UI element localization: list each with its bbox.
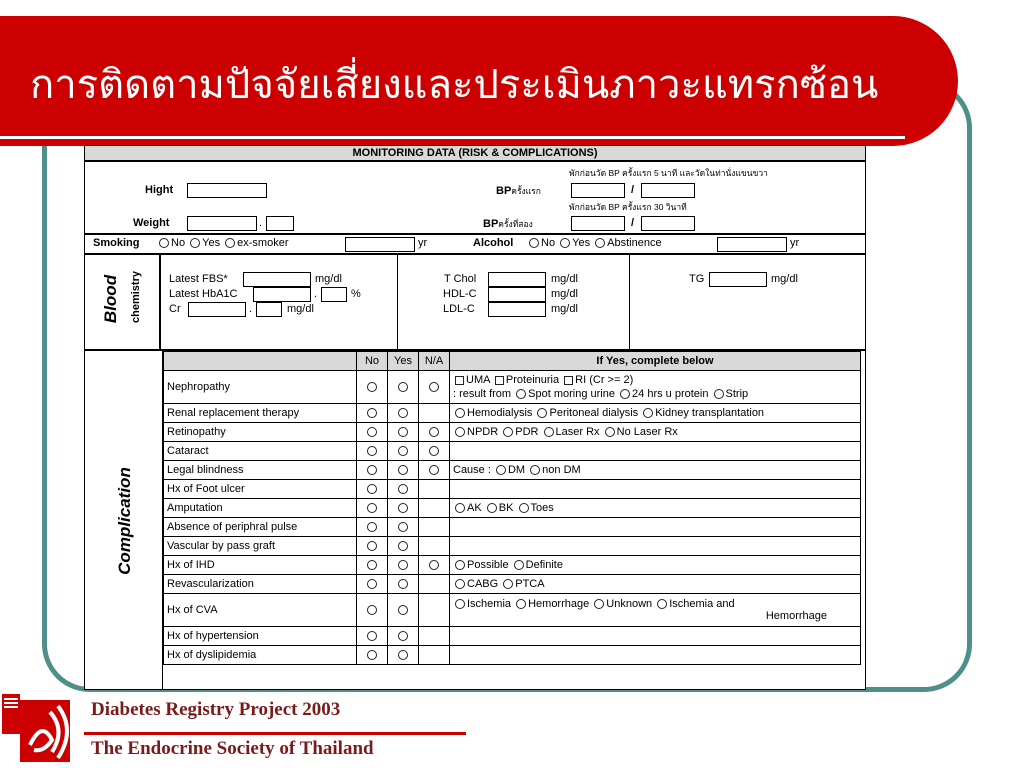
- table-row: [164, 404, 861, 423]
- table-row: [164, 499, 861, 518]
- detail-cell: UMA Proteinuria RI (Cr >= 2) : result from Spot moring urine 24 hrs u protein Strip: [450, 371, 861, 404]
- ldl-unit: mg/dl: [551, 303, 578, 315]
- renal-replacement-therapy-option-0-radio[interactable]: [455, 408, 465, 418]
- detail-cell: [450, 646, 861, 665]
- detail-cell: [450, 480, 861, 499]
- hx-of-foot-ulcer-yes-radio[interactable]: [398, 484, 408, 494]
- smoking-ex-radio[interactable]: [225, 238, 235, 248]
- revascularization-option-1-radio[interactable]: [503, 579, 513, 589]
- renal-replacement-therapy-no-radio[interactable]: [367, 408, 377, 418]
- tchol-input[interactable]: [488, 272, 546, 287]
- na-cell: [419, 627, 450, 646]
- retinopathy-na-radio[interactable]: [429, 427, 439, 437]
- table-row: [164, 646, 861, 665]
- yes-cell: [388, 423, 419, 442]
- ri-checkbox[interactable]: [564, 376, 573, 385]
- smoking-yr-unit: yr: [418, 237, 428, 249]
- alcohol-yr-unit: yr: [790, 237, 800, 249]
- proteinuria-checkbox[interactable]: [495, 376, 504, 385]
- row-label: Hx of Foot ulcer: [164, 480, 357, 499]
- retinopathy-no-radio[interactable]: [367, 427, 377, 437]
- table-row: [164, 594, 861, 627]
- hx-of-foot-ulcer-no-radio[interactable]: [367, 484, 377, 494]
- ldl-label: LDL-C: [443, 303, 475, 315]
- hight-label: Hight: [145, 184, 174, 196]
- hdl-input[interactable]: [488, 287, 546, 302]
- footer-society: The Endocrine Society of Thailand: [91, 738, 374, 759]
- blood-divider-2: [629, 255, 630, 349]
- header-blank: [164, 352, 357, 371]
- revascularization-option-0-radio[interactable]: [455, 579, 465, 589]
- yes-cell: [388, 480, 419, 499]
- weight-label: Weight: [133, 217, 170, 229]
- header-no: No: [357, 352, 388, 371]
- no-cell: [357, 594, 388, 627]
- vascular-by-pass-graft-yes-radio[interactable]: [398, 541, 408, 551]
- retinopathy-option-0-radio[interactable]: [455, 427, 465, 437]
- tg-label: TG: [689, 273, 705, 285]
- hx-of-cva-option-1-radio[interactable]: [516, 599, 526, 609]
- na-cell: [419, 556, 450, 575]
- endocrine-society-logo: [0, 690, 72, 766]
- detail-cell: [450, 518, 861, 537]
- hba1c-input[interactable]: [253, 287, 311, 302]
- bp-label-1: BPครั้งแรก: [496, 185, 541, 197]
- na-cell: [419, 499, 450, 518]
- alcohol-options: No Yes Abstinence: [527, 237, 662, 249]
- na-cell: [419, 594, 450, 627]
- detail-cell: CABG PTCA: [450, 575, 861, 594]
- monitoring-form: [84, 145, 866, 690]
- retinopathy-option-3-radio[interactable]: [605, 427, 615, 437]
- no-cell: [357, 442, 388, 461]
- 24hr-protein-radio[interactable]: [620, 389, 630, 399]
- hx-of-hypertension-yes-radio[interactable]: [398, 631, 408, 641]
- cr-label: Cr: [169, 303, 181, 315]
- hba1c-decimal-input[interactable]: [321, 287, 347, 302]
- no-cell: [357, 423, 388, 442]
- no-cell: [357, 518, 388, 537]
- hx-of-cva-option-3-radio[interactable]: [657, 599, 667, 609]
- revascularization-no-radio[interactable]: [367, 579, 377, 589]
- blood-divider-1: [397, 255, 398, 349]
- bp1-slash: /: [631, 184, 635, 196]
- no-cell: [357, 575, 388, 594]
- title-underline: [0, 136, 905, 139]
- row-label: Hx of CVA: [164, 594, 357, 627]
- cr-decimal-input[interactable]: [256, 302, 282, 317]
- renal-replacement-therapy-option-1-radio[interactable]: [537, 408, 547, 418]
- no-cell: [357, 556, 388, 575]
- amputation-option-1-radio[interactable]: [487, 503, 497, 513]
- tg-input[interactable]: [709, 272, 767, 287]
- row-label: Cataract: [164, 442, 357, 461]
- alcohol-yes-radio[interactable]: [560, 238, 570, 248]
- table-row: [164, 371, 861, 404]
- uma-checkbox[interactable]: [455, 376, 464, 385]
- bp2-diastolic-input[interactable]: [641, 216, 695, 231]
- yes-cell: [388, 575, 419, 594]
- legal-blindness-na-radio[interactable]: [429, 465, 439, 475]
- row-label: Absence of periphral pulse: [164, 518, 357, 537]
- tchol-unit: mg/dl: [551, 273, 578, 285]
- detail-cell: Ischemia Hemorrhage Unknown Ischemia and Hemorrhage: [450, 594, 861, 627]
- vascular-by-pass-graft-no-radio[interactable]: [367, 541, 377, 551]
- cva-continuation: Hemorrhage: [765, 609, 827, 622]
- smoking-years-input[interactable]: [345, 237, 415, 252]
- hx-of-ihd-yes-radio[interactable]: [398, 560, 408, 570]
- row-label: Nephropathy: [164, 371, 357, 404]
- table-row: [164, 575, 861, 594]
- detail-cell: [450, 442, 861, 461]
- hight-input[interactable]: [187, 183, 267, 198]
- amputation-option-2-radio[interactable]: [519, 503, 529, 513]
- complication-title: Complication: [115, 467, 134, 575]
- fbs-label: Latest FBS*: [169, 273, 228, 285]
- absence-of-periphral-pulse-yes-radio[interactable]: [398, 522, 408, 532]
- detail-cell: [450, 537, 861, 556]
- hba1c-label: Latest HbA1C: [169, 288, 238, 300]
- na-cell: [419, 461, 450, 480]
- detail-cell: [450, 627, 861, 646]
- yes-cell: [388, 371, 419, 404]
- bp2-slash: /: [631, 217, 635, 229]
- na-cell: [419, 442, 450, 461]
- blood-title: Blood: [101, 274, 120, 324]
- row-label: Hx of hypertension: [164, 627, 357, 646]
- renal-replacement-therapy-option-2-radio[interactable]: [643, 408, 653, 418]
- bp-note-2: พักก่อนวัด BP ครั้งแรก 30 วินาที: [569, 202, 687, 212]
- yes-cell: [388, 442, 419, 461]
- row-label: Hx of dyslipidemia: [164, 646, 357, 665]
- smoking-no-radio[interactable]: [159, 238, 169, 248]
- alcohol-abstinence-radio[interactable]: [595, 238, 605, 248]
- alcohol-no-radio[interactable]: [529, 238, 539, 248]
- tg-unit: mg/dl: [771, 273, 798, 285]
- retinopathy-yes-radio[interactable]: [398, 427, 408, 437]
- yes-cell: [388, 461, 419, 480]
- amputation-no-radio[interactable]: [367, 503, 377, 513]
- cr-input[interactable]: [188, 302, 246, 317]
- amputation-option-0-radio[interactable]: [455, 503, 465, 513]
- yes-cell: [388, 556, 419, 575]
- yes-cell: [388, 537, 419, 556]
- row-label: Revascularization: [164, 575, 357, 594]
- footer-project: Diabetes Registry Project 2003: [91, 699, 341, 720]
- header-yes: Yes: [388, 352, 419, 371]
- yes-cell: [388, 594, 419, 627]
- table-row: [164, 556, 861, 575]
- yes-cell: [388, 404, 419, 423]
- header-na: N/A: [419, 352, 450, 371]
- fbs-unit: mg/dl: [315, 273, 342, 285]
- na-cell: [419, 423, 450, 442]
- no-cell: [357, 627, 388, 646]
- retinopathy-option-2-radio[interactable]: [544, 427, 554, 437]
- table-row: [164, 627, 861, 646]
- legal-blindness-yes-radio[interactable]: [398, 465, 408, 475]
- detail-cell: NPDR PDR Laser Rx No Laser Rx: [450, 423, 861, 442]
- na-cell: [419, 404, 450, 423]
- cr-unit: mg/dl: [287, 303, 314, 315]
- ldl-input[interactable]: [488, 302, 546, 317]
- na-cell: [419, 575, 450, 594]
- no-cell: [357, 646, 388, 665]
- weight-input[interactable]: [187, 216, 257, 231]
- hx-of-ihd-option-1-radio[interactable]: [514, 560, 524, 570]
- cataract-no-radio[interactable]: [367, 446, 377, 456]
- smoking-yes-radio[interactable]: [190, 238, 200, 248]
- bp2-systolic-input[interactable]: [571, 216, 625, 231]
- legal-blindness-option-1-radio[interactable]: [530, 465, 540, 475]
- table-row: [164, 461, 861, 480]
- no-cell: [357, 371, 388, 404]
- legal-blindness-option-0-radio[interactable]: [496, 465, 506, 475]
- tchol-label: T Chol: [444, 273, 477, 285]
- na-cell: [419, 480, 450, 499]
- bp-label-2: BPครั้งที่สอง: [483, 218, 533, 230]
- detail-cell: Cause : DM non DM: [450, 461, 861, 480]
- header-if-yes: If Yes, complete below: [450, 352, 861, 371]
- bp1-systolic-input[interactable]: [571, 183, 625, 198]
- complication-table: [163, 351, 861, 665]
- blood-side-label: [85, 255, 161, 349]
- table-row: [164, 442, 861, 461]
- revascularization-yes-radio[interactable]: [398, 579, 408, 589]
- yes-cell: [388, 499, 419, 518]
- footer-rule: [84, 732, 466, 735]
- cr-dot: .: [249, 303, 253, 315]
- table-row: [164, 518, 861, 537]
- detail-cell: Possible Definite: [450, 556, 861, 575]
- table-row: [164, 423, 861, 442]
- yes-cell: [388, 646, 419, 665]
- hx-of-cva-no-radio[interactable]: [367, 605, 377, 615]
- hx-of-cva-option-2-radio[interactable]: [594, 599, 604, 609]
- slide-title: การติดตามปัจจัยเสี่ยงและประเมินภาวะแทรกซ้อน: [30, 62, 879, 108]
- alcohol-years-input[interactable]: [717, 237, 787, 252]
- hba1c-unit: %: [351, 288, 361, 300]
- na-cell: [419, 371, 450, 404]
- no-cell: [357, 404, 388, 423]
- retinopathy-option-1-radio[interactable]: [503, 427, 513, 437]
- nephropathy-na-radio[interactable]: [429, 382, 439, 392]
- vitals-section: [85, 162, 865, 235]
- lifestyle-section: [85, 235, 865, 255]
- hdl-label: HDL-C: [443, 288, 477, 300]
- smoking-label: Smoking: [93, 237, 140, 249]
- row-label: Amputation: [164, 499, 357, 518]
- complication-side-label: [85, 351, 163, 689]
- nephropathy-yes-radio[interactable]: [398, 382, 408, 392]
- blood-subtitle: chemistry: [130, 271, 142, 323]
- strip-radio[interactable]: [714, 389, 724, 399]
- no-cell: [357, 537, 388, 556]
- detail-cell: Hemodialysis Peritoneal dialysis Kidney transplantation: [450, 404, 861, 423]
- absence-of-periphral-pulse-no-radio[interactable]: [367, 522, 377, 532]
- na-cell: [419, 646, 450, 665]
- hba1c-dot: .: [314, 288, 318, 300]
- hx-of-ihd-na-radio[interactable]: [429, 560, 439, 570]
- bp-note-1: พักก่อนวัด BP ครั้งแรก 5 นาที และวัดในท่านั่งแขนขวา: [569, 168, 768, 178]
- row-label: Legal blindness: [164, 461, 357, 480]
- hx-of-dyslipidemia-yes-radio[interactable]: [398, 650, 408, 660]
- amputation-yes-radio[interactable]: [398, 503, 408, 513]
- form-header: MONITORING DATA (RISK & COMPLICATIONS): [85, 146, 865, 162]
- blood-chemistry-section: [85, 255, 865, 351]
- row-label: Vascular by pass graft: [164, 537, 357, 556]
- spot-urine-radio[interactable]: [516, 389, 526, 399]
- hx-of-cva-option-0-radio[interactable]: [455, 599, 465, 609]
- row-label: Renal replacement therapy: [164, 404, 357, 423]
- cataract-yes-radio[interactable]: [398, 446, 408, 456]
- complication-section: [85, 351, 865, 689]
- renal-replacement-therapy-yes-radio[interactable]: [398, 408, 408, 418]
- hdl-unit: mg/dl: [551, 288, 578, 300]
- yes-cell: [388, 518, 419, 537]
- alcohol-label: Alcohol: [473, 237, 514, 249]
- smoking-options: No Yes ex-smoker: [157, 237, 288, 249]
- weight-dot: .: [259, 217, 263, 229]
- cataract-na-radio[interactable]: [429, 446, 439, 456]
- weight-decimal-input[interactable]: [266, 216, 294, 231]
- no-cell: [357, 480, 388, 499]
- table-row: [164, 537, 861, 556]
- na-cell: [419, 518, 450, 537]
- row-label: Retinopathy: [164, 423, 357, 442]
- table-header-row: [164, 352, 861, 371]
- hx-of-cva-yes-radio[interactable]: [398, 605, 408, 615]
- legal-blindness-no-radio[interactable]: [367, 465, 377, 475]
- hx-of-ihd-option-0-radio[interactable]: [455, 560, 465, 570]
- bp1-diastolic-input[interactable]: [641, 183, 695, 198]
- row-label: Hx of IHD: [164, 556, 357, 575]
- yes-cell: [388, 627, 419, 646]
- detail-cell: AK BK Toes: [450, 499, 861, 518]
- table-row: [164, 480, 861, 499]
- hx-of-dyslipidemia-no-radio[interactable]: [367, 650, 377, 660]
- nephropathy-no-radio[interactable]: [367, 382, 377, 392]
- hx-of-hypertension-no-radio[interactable]: [367, 631, 377, 641]
- no-cell: [357, 499, 388, 518]
- no-cell: [357, 461, 388, 480]
- na-cell: [419, 537, 450, 556]
- hx-of-ihd-no-radio[interactable]: [367, 560, 377, 570]
- fbs-input[interactable]: [243, 272, 311, 287]
